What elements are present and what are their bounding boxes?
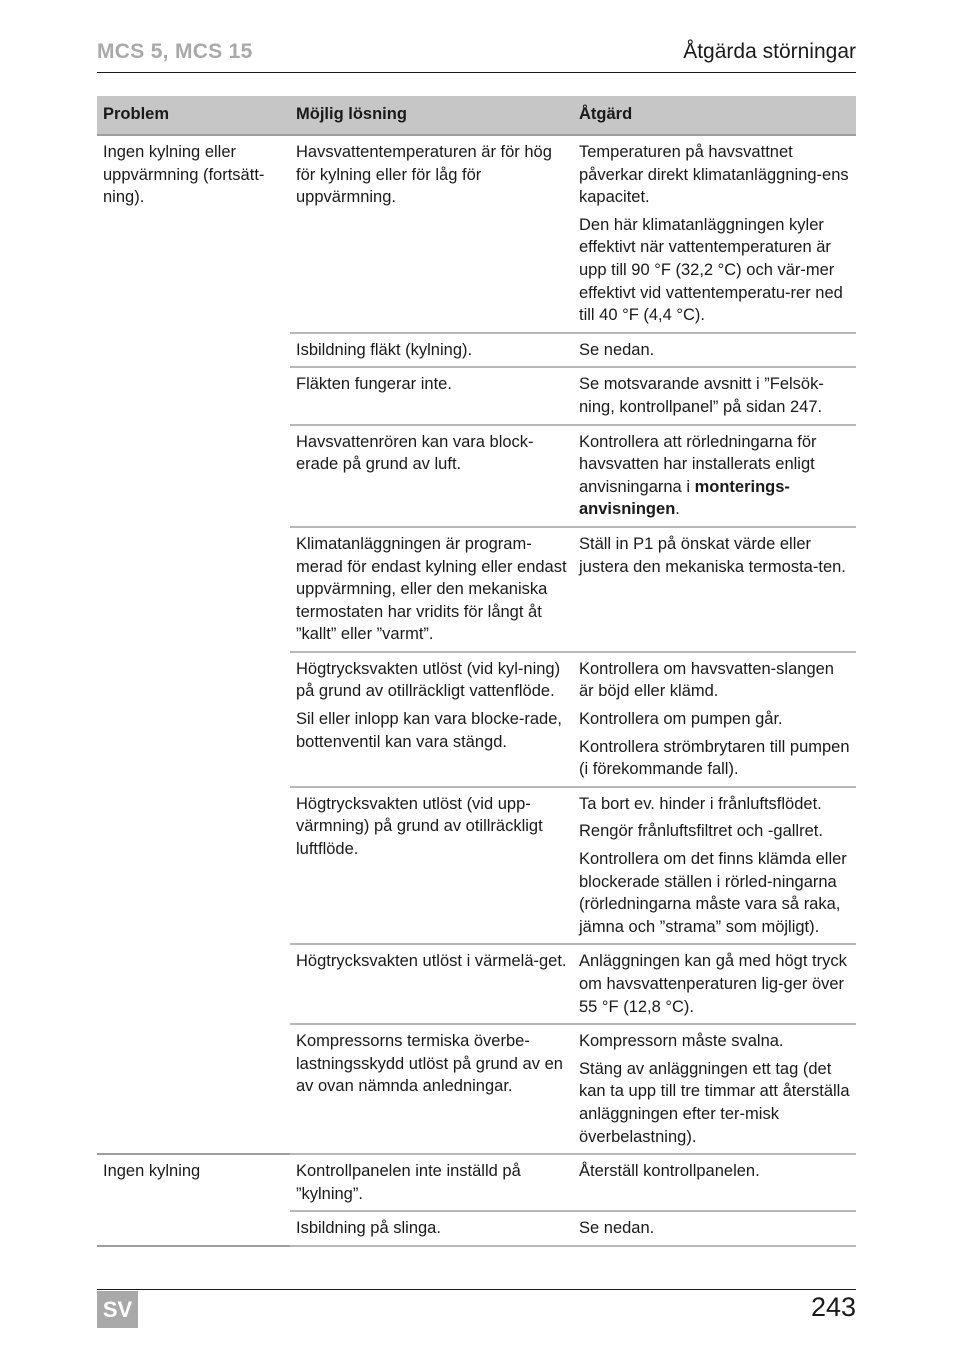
column-header-action: Åtgärd (573, 96, 856, 135)
solution-cell (290, 333, 573, 368)
header-divider (97, 72, 856, 73)
solution-text: Isbildning fläkt (kylning). (296, 340, 473, 359)
action-cell (573, 333, 856, 368)
action-text (579, 431, 850, 521)
solution-text: Högtrycksvakten utlöst (vid kyl-ning) på grund av otillräckligt vattenflöde. (296, 659, 561, 701)
solution-cell (290, 944, 573, 1024)
action-cell (573, 527, 856, 652)
problem-cell: Ingen kylning eller uppvärmning (fortsätt-ning). (97, 135, 290, 1154)
action-cell (573, 1024, 856, 1154)
action-text-part: Kontrollera att rörledningarna för havsvatten har installerats enligt anvisningarna i (579, 432, 817, 496)
solution-text: Högtrycksvakten utlöst (vid upp-värmning) på grund av otillräckligt luftflöde. (296, 794, 543, 859)
action-text: Anläggningen kan gå med högt tryck om havsvattenperaturen lig-ger över 55 °F (12,8 °C). (579, 952, 847, 1016)
action-cell (573, 135, 856, 333)
table-body (97, 135, 856, 1246)
action-text: Kontrollera om pumpen går. (579, 710, 783, 729)
troubleshooting-table (97, 96, 856, 1247)
action-cell (573, 425, 856, 527)
action-text: Den här klimatanläggningen kyler effektivt när vattentemperaturen är upp till 90 °F (32,2 °C) och vär-mer effektivt vid vattentemperatu-rer ned till 40 °F (4,4 °C). (579, 215, 843, 325)
action-cell (573, 944, 856, 1024)
page-number: 243 (810, 1292, 856, 1322)
action-text: Rengör frånluftsfiltret och -gallret. (579, 822, 823, 841)
action-cell (573, 367, 856, 424)
action-text: Stäng av anläggningen ett tag (det kan ta upp till tre timmar att återställa anläggningen efter ter-misk överbelastning). (579, 1059, 850, 1146)
document-model: MCS 5, MCS 15 (97, 40, 253, 63)
action-cell (573, 652, 856, 787)
action-cell (573, 1211, 856, 1246)
solution-text: Klimatanläggningen är program-merad för endast kylning eller endast uppvärmning, eller den mekaniska termostaten har vridits för långt åt ”kallt” eller ”varmt”. (296, 534, 567, 644)
table-row (97, 135, 856, 333)
action-text: Återställ kontrollpanelen. (579, 1162, 760, 1181)
language-badge: SV (97, 1291, 138, 1328)
column-header-problem: Problem (97, 96, 290, 135)
action-cell (573, 787, 856, 945)
solution-text: Havsvattenrören kan vara block-erade på grund av luft. (296, 432, 534, 474)
solution-cell (290, 1154, 573, 1211)
solution-cell (290, 425, 573, 527)
solution-text: Sil eller inlopp kan vara blocke-rade, bottenventil kan vara stängd. (296, 710, 562, 751)
action-text: Se nedan. (579, 1219, 655, 1238)
solution-text: Fläkten fungerar inte. (296, 375, 452, 394)
action-text-part: . (675, 500, 680, 519)
action-text: Ta bort ev. hinder i frånluftsflödet. (579, 794, 822, 813)
section-title: Åtgärda störningar (683, 40, 856, 63)
solution-cell (290, 1211, 573, 1246)
solution-text: Kontrollpanelen inte inställd på ”kylning”. (296, 1162, 521, 1203)
troubleshooting-table-container (97, 96, 856, 1247)
action-text: Se nedan. (579, 340, 655, 359)
footer-divider (97, 1289, 856, 1290)
action-text: Kontrollera om havsvatten-slangen är böjd eller klämd. (579, 659, 834, 701)
solution-cell (290, 652, 573, 787)
solution-cell (290, 135, 573, 333)
solution-cell (290, 1024, 573, 1154)
action-text: Kompressorn måste svalna. (579, 1032, 784, 1051)
problem-cell: Ingen kylning (97, 1154, 290, 1246)
action-text: Se motsvarande avsnitt i ”Felsök-ning, kontrollpanel” på sidan 247. (579, 375, 824, 416)
column-header-solution: Möjlig lösning (290, 96, 573, 135)
solution-text: Högtrycksvakten utlöst i värmelä-get. (296, 952, 567, 971)
solution-text: Kompressorns termiska överbe-lastningsskydd utlöst på grund av en av ovan nämnda anledningar. (296, 1032, 563, 1096)
action-text: Kontrollera om det finns klämda eller blockerade ställen i rörled-ningarna (rörledningarna måste vara så raka, jämna och ”strama” som möjligt). (579, 850, 847, 936)
solution-text: Havsvattentemperaturen är för hög för kylning eller för låg för uppvärmning. (296, 143, 552, 207)
action-text-emphasis: monterings-anvisningen (579, 477, 790, 519)
solution-cell (290, 527, 573, 652)
action-text: Ställ in P1 på önskat värde eller justera den mekaniska termosta-ten. (579, 534, 846, 576)
table-header-row (97, 96, 856, 135)
action-cell (573, 1154, 856, 1211)
solution-cell (290, 787, 573, 945)
action-text: Kontrollera strömbrytaren till pumpen (i förekommande fall). (579, 737, 850, 779)
solution-text: Isbildning på slinga. (296, 1219, 441, 1238)
table-row (97, 1154, 856, 1211)
solution-cell (290, 367, 573, 424)
action-text: Temperaturen på havsvattnet påverkar direkt klimatanläggning-ens kapacitet. (579, 143, 849, 207)
